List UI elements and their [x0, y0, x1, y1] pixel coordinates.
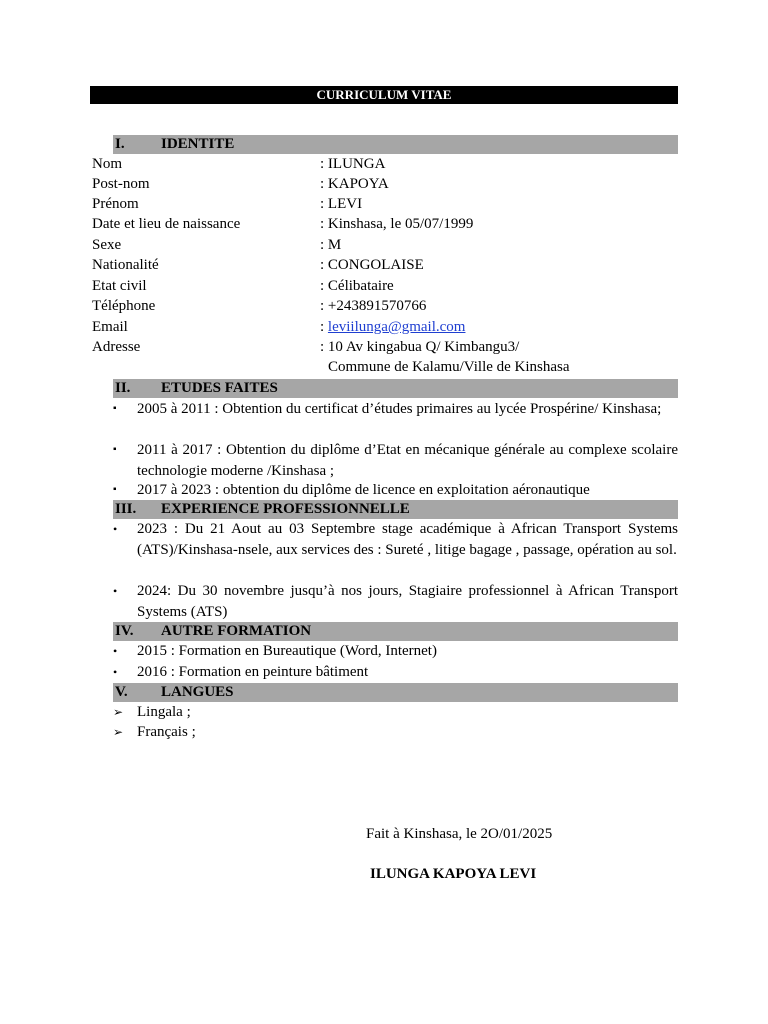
identity-row-sexe — [92, 235, 678, 255]
list-item-text: 2023 : Du 21 Aout au 03 Septembre stage académique à African Transport Systems (ATS)/Kinshasa-nsele, aux services des : Sureté , litige bagage , passage, opération au sol. — [137, 521, 678, 558]
document-title: CURRICULUM VITAE — [90, 86, 678, 104]
list-item — [113, 641, 678, 662]
identity-value: : Célibataire — [320, 278, 394, 294]
list-item-text: 2024: Du 30 novembre jusqu’à nos jours, Stagiaire professionnel à African Transport Systems (ATS) — [137, 583, 678, 620]
identity-row-post-nom — [92, 174, 678, 194]
square-bullet-icon: ▪ — [113, 484, 117, 495]
email-link[interactable]: leviilunga@gmail.com — [327, 319, 466, 335]
square-bullet-icon: ▪ — [113, 444, 117, 455]
identity-key: Adresse — [92, 339, 141, 355]
list-item-text: 2017 à 2023 : obtention du diplôme de licence en exploitation aéronautique — [137, 482, 590, 498]
identity-row-adresse — [92, 337, 678, 357]
section-label: ETUDES FAITES — [161, 380, 278, 396]
list-item-text: Lingala ; — [137, 704, 191, 720]
bullet-icon: • — [113, 584, 118, 598]
section-label: IDENTITE — [161, 136, 235, 152]
list-item — [113, 480, 678, 501]
list-item — [113, 399, 678, 420]
section-number: V. — [115, 684, 128, 700]
square-bullet-icon: ▪ — [113, 403, 117, 414]
list-item — [113, 722, 678, 743]
identity-row-etat-civil — [92, 276, 678, 296]
section-langues-header — [113, 683, 678, 702]
identity-row-nationalite — [92, 255, 678, 275]
arrow-bullet-icon: ➢ — [113, 725, 124, 739]
identity-row-telephone — [92, 296, 678, 316]
section-experience-header — [113, 500, 678, 519]
section-label: AUTRE FORMATION — [161, 623, 312, 639]
identity-key: Post-nom — [92, 176, 150, 192]
identity-value — [320, 317, 465, 337]
identity-key: Prénom — [92, 196, 139, 212]
bullet-icon: • — [113, 644, 118, 658]
address-line-2: Commune de Kalamu/Ville de Kinshasa — [328, 359, 570, 375]
list-item — [113, 440, 678, 481]
section-identite-header — [113, 135, 678, 154]
identity-row-prenom — [92, 194, 678, 214]
identity-row-naissance — [92, 214, 678, 234]
identity-value: : LEVI — [320, 196, 363, 212]
identity-value: : M — [320, 237, 342, 253]
section-number: II. — [115, 380, 131, 396]
section-number: III. — [115, 501, 137, 517]
identity-key: Date et lieu de naissance — [92, 216, 241, 232]
identity-key: Email — [92, 319, 128, 335]
section-label: LANGUES — [161, 684, 234, 700]
signature-name: ILUNGA KAPOYA LEVI — [370, 866, 537, 882]
identity-row-nom — [92, 154, 678, 174]
section-number: IV. — [115, 623, 134, 639]
identity-key: Nationalité — [92, 257, 159, 273]
identity-value: : 10 Av kingabua Q/ Kimbangu3/ — [320, 339, 520, 355]
arrow-bullet-icon: ➢ — [113, 705, 124, 719]
identity-value: : Kinshasa, le 05/07/1999 — [320, 216, 474, 232]
section-number: I. — [115, 136, 125, 152]
identity-value: : +243891570766 — [320, 298, 427, 314]
list-item — [113, 519, 678, 560]
identity-value: : ILUNGA — [320, 156, 386, 172]
identity-key: Sexe — [92, 237, 122, 253]
bullet-icon: • — [113, 665, 118, 679]
identity-key: Téléphone — [92, 298, 156, 314]
list-item-text: 2011 à 2017 : Obtention du diplôme d’Etat en mécanique générale au complexe scolaire technologie moderne /Kinshasa ; — [137, 442, 678, 479]
identity-key: Etat civil — [92, 278, 147, 294]
bullet-icon: • — [113, 522, 118, 536]
section-etudes-header — [113, 379, 678, 398]
list-item — [113, 662, 678, 683]
list-item — [113, 702, 678, 723]
list-item-text: 2016 : Formation en peinture bâtiment — [137, 664, 369, 680]
list-item-text: Français ; — [137, 724, 196, 740]
identity-value: : CONGOLAISE — [320, 257, 424, 273]
identity-value: : KAPOYA — [320, 176, 389, 192]
list-item-text: 2015 : Formation en Bureautique (Word, Internet) — [137, 643, 437, 659]
section-formation-header — [113, 622, 678, 641]
identity-key: Nom — [92, 156, 122, 172]
identity-row-email — [92, 317, 678, 337]
signature-place-date: Fait à Kinshasa, le 2O/01/2025 — [366, 826, 553, 842]
list-item-text: 2005 à 2011 : Obtention du certificat d’études primaires au lycée Prospérine/ Kinshasa; — [137, 401, 662, 417]
section-label: EXPERIENCE PROFESSIONNELLE — [161, 501, 410, 517]
email-prefix: : — [320, 319, 328, 335]
list-item — [113, 581, 678, 622]
